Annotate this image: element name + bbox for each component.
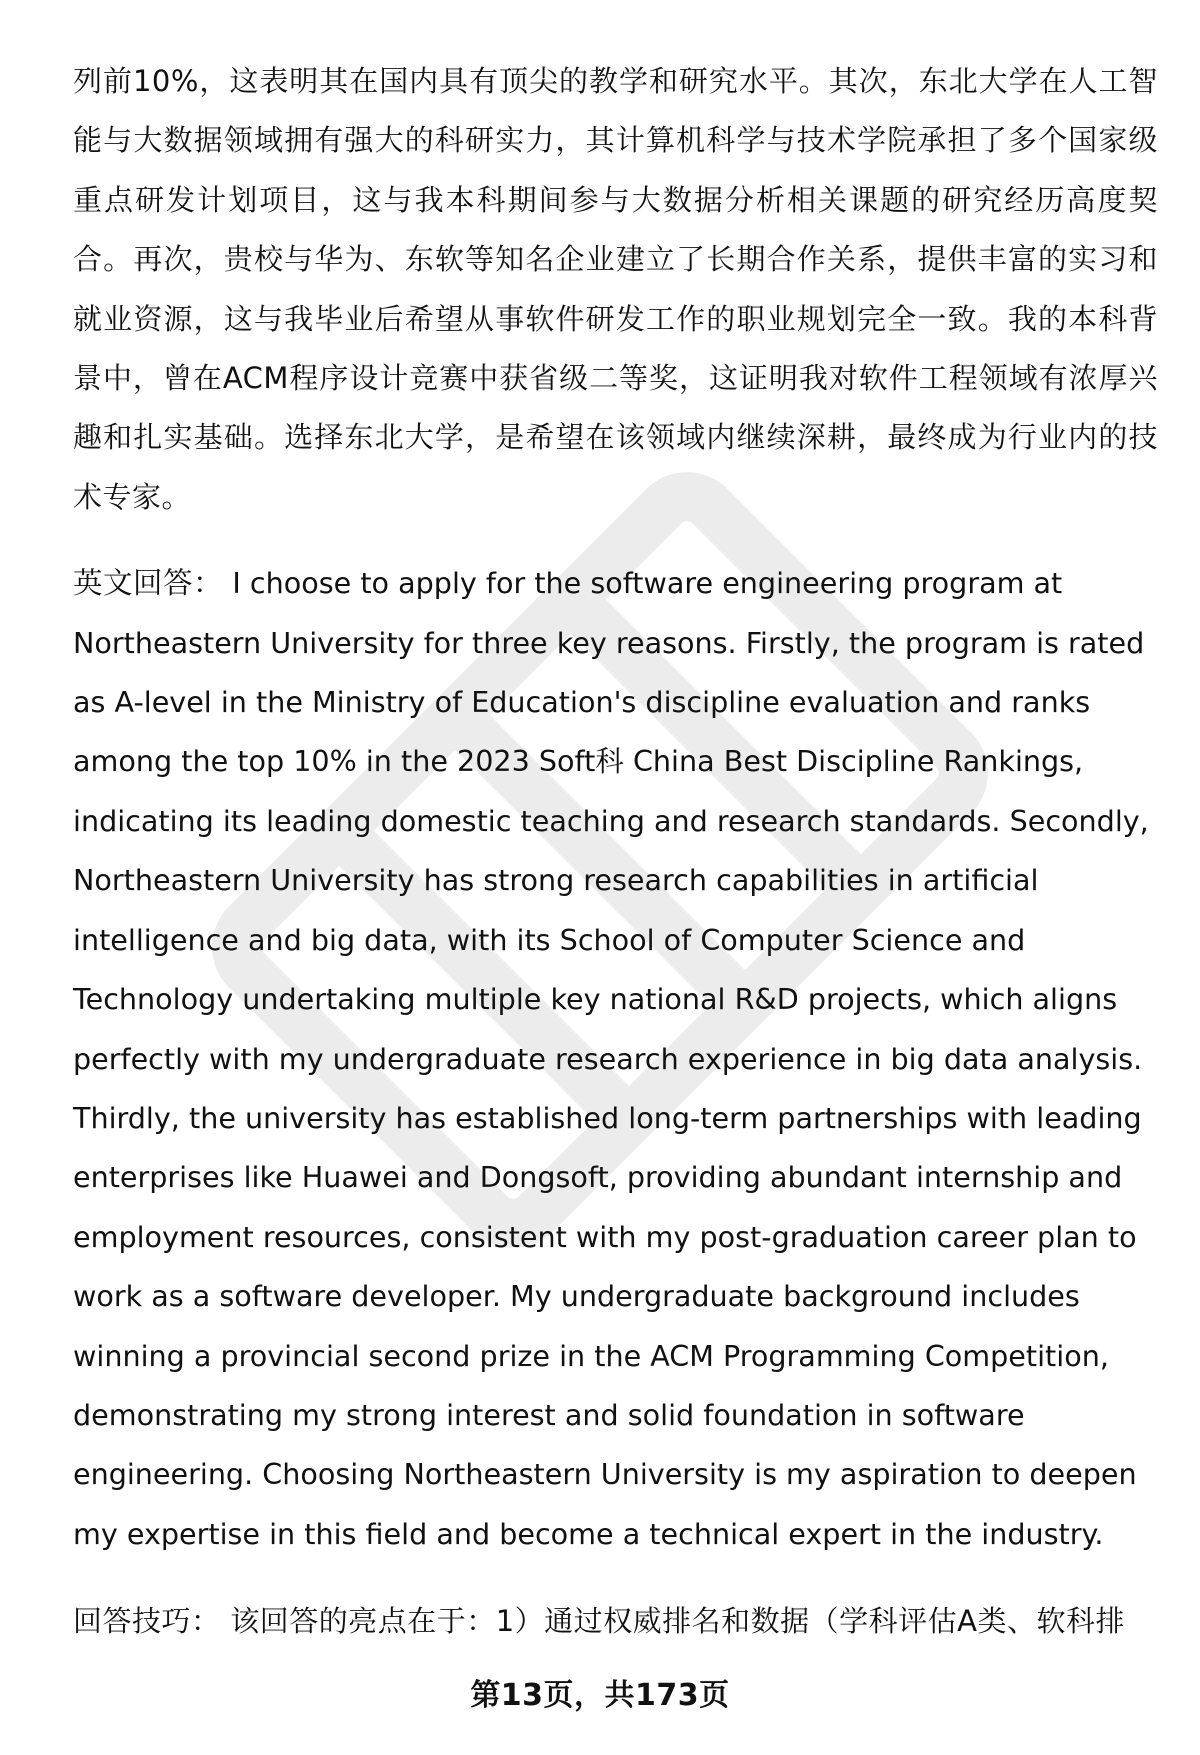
english-answer-label: 英文回答： bbox=[73, 566, 224, 601]
english-answer-paragraph bbox=[73, 554, 1158, 1564]
chinese-answer-paragraph: 列前10%，这表明其在国内具有顶尖的教学和研究水平。其次，东北大学在人工智能与大数据领域拥有强大的科研实力，其计算机科学与技术学院承担了多个国家级重点研发计划项目，这与我本科期间参与大数据分析相关课题的研究经历高度契合。再次，贵校与华为、东软等知名企业建立了长期合作关系，提供丰富的实习和就业资源，这与我毕业后希望从事软件研发工作的职业规划完全一致。我的本科背景中，曾在ACM程序设计竞赛中获省级二等奖，这证明我对软件工程领域有浓厚兴趣和扎实基础。选择东北大学，是希望在该领域内继续深耕，最终成为行业内的技术专家。 bbox=[73, 64, 1158, 514]
page-number: 第13页，共173页 bbox=[470, 1678, 730, 1713]
tips-text: 该回答的亮点在于：1）通过权威排名和数据（学科评估A类、软科排 bbox=[230, 1604, 1126, 1639]
english-answer-text: I choose to apply for the software engineering program at Northeastern University for three key reasons. Firstly, the program is rated as A-level in the Ministry of Education's discipline evaluation and ranks among the top 10% in the 2023 Soft科 China Best Discipline Rankings, indicating its leading domestic teaching and research standards. Secondly, Northeastern University has strong research capabilities in artificial intelligence and big data, with its School of Computer Science and Technology undertaking multiple key national R&D projects, which aligns perfectly with my undergraduate research experience in big data analysis. Thirdly, the university has established long-term partnerships with leading enterprises like Huawei and Dongsoft, providing abundant internship and employment resources, consistent with my post-graduation career plan to work as a software developer. My undergraduate background includes winning a provincial second prize in the ACM Programming Competition, demonstrating my strong interest and solid foundation in software engineering. Choosing Northeastern University is my aspiration to deepen my expertise in this field and become a technical expert in the industry. bbox=[73, 566, 1149, 1551]
document-page bbox=[73, 52, 1158, 1652]
tips-label: 回答技巧： bbox=[73, 1604, 221, 1639]
tips-paragraph bbox=[73, 1592, 1158, 1651]
